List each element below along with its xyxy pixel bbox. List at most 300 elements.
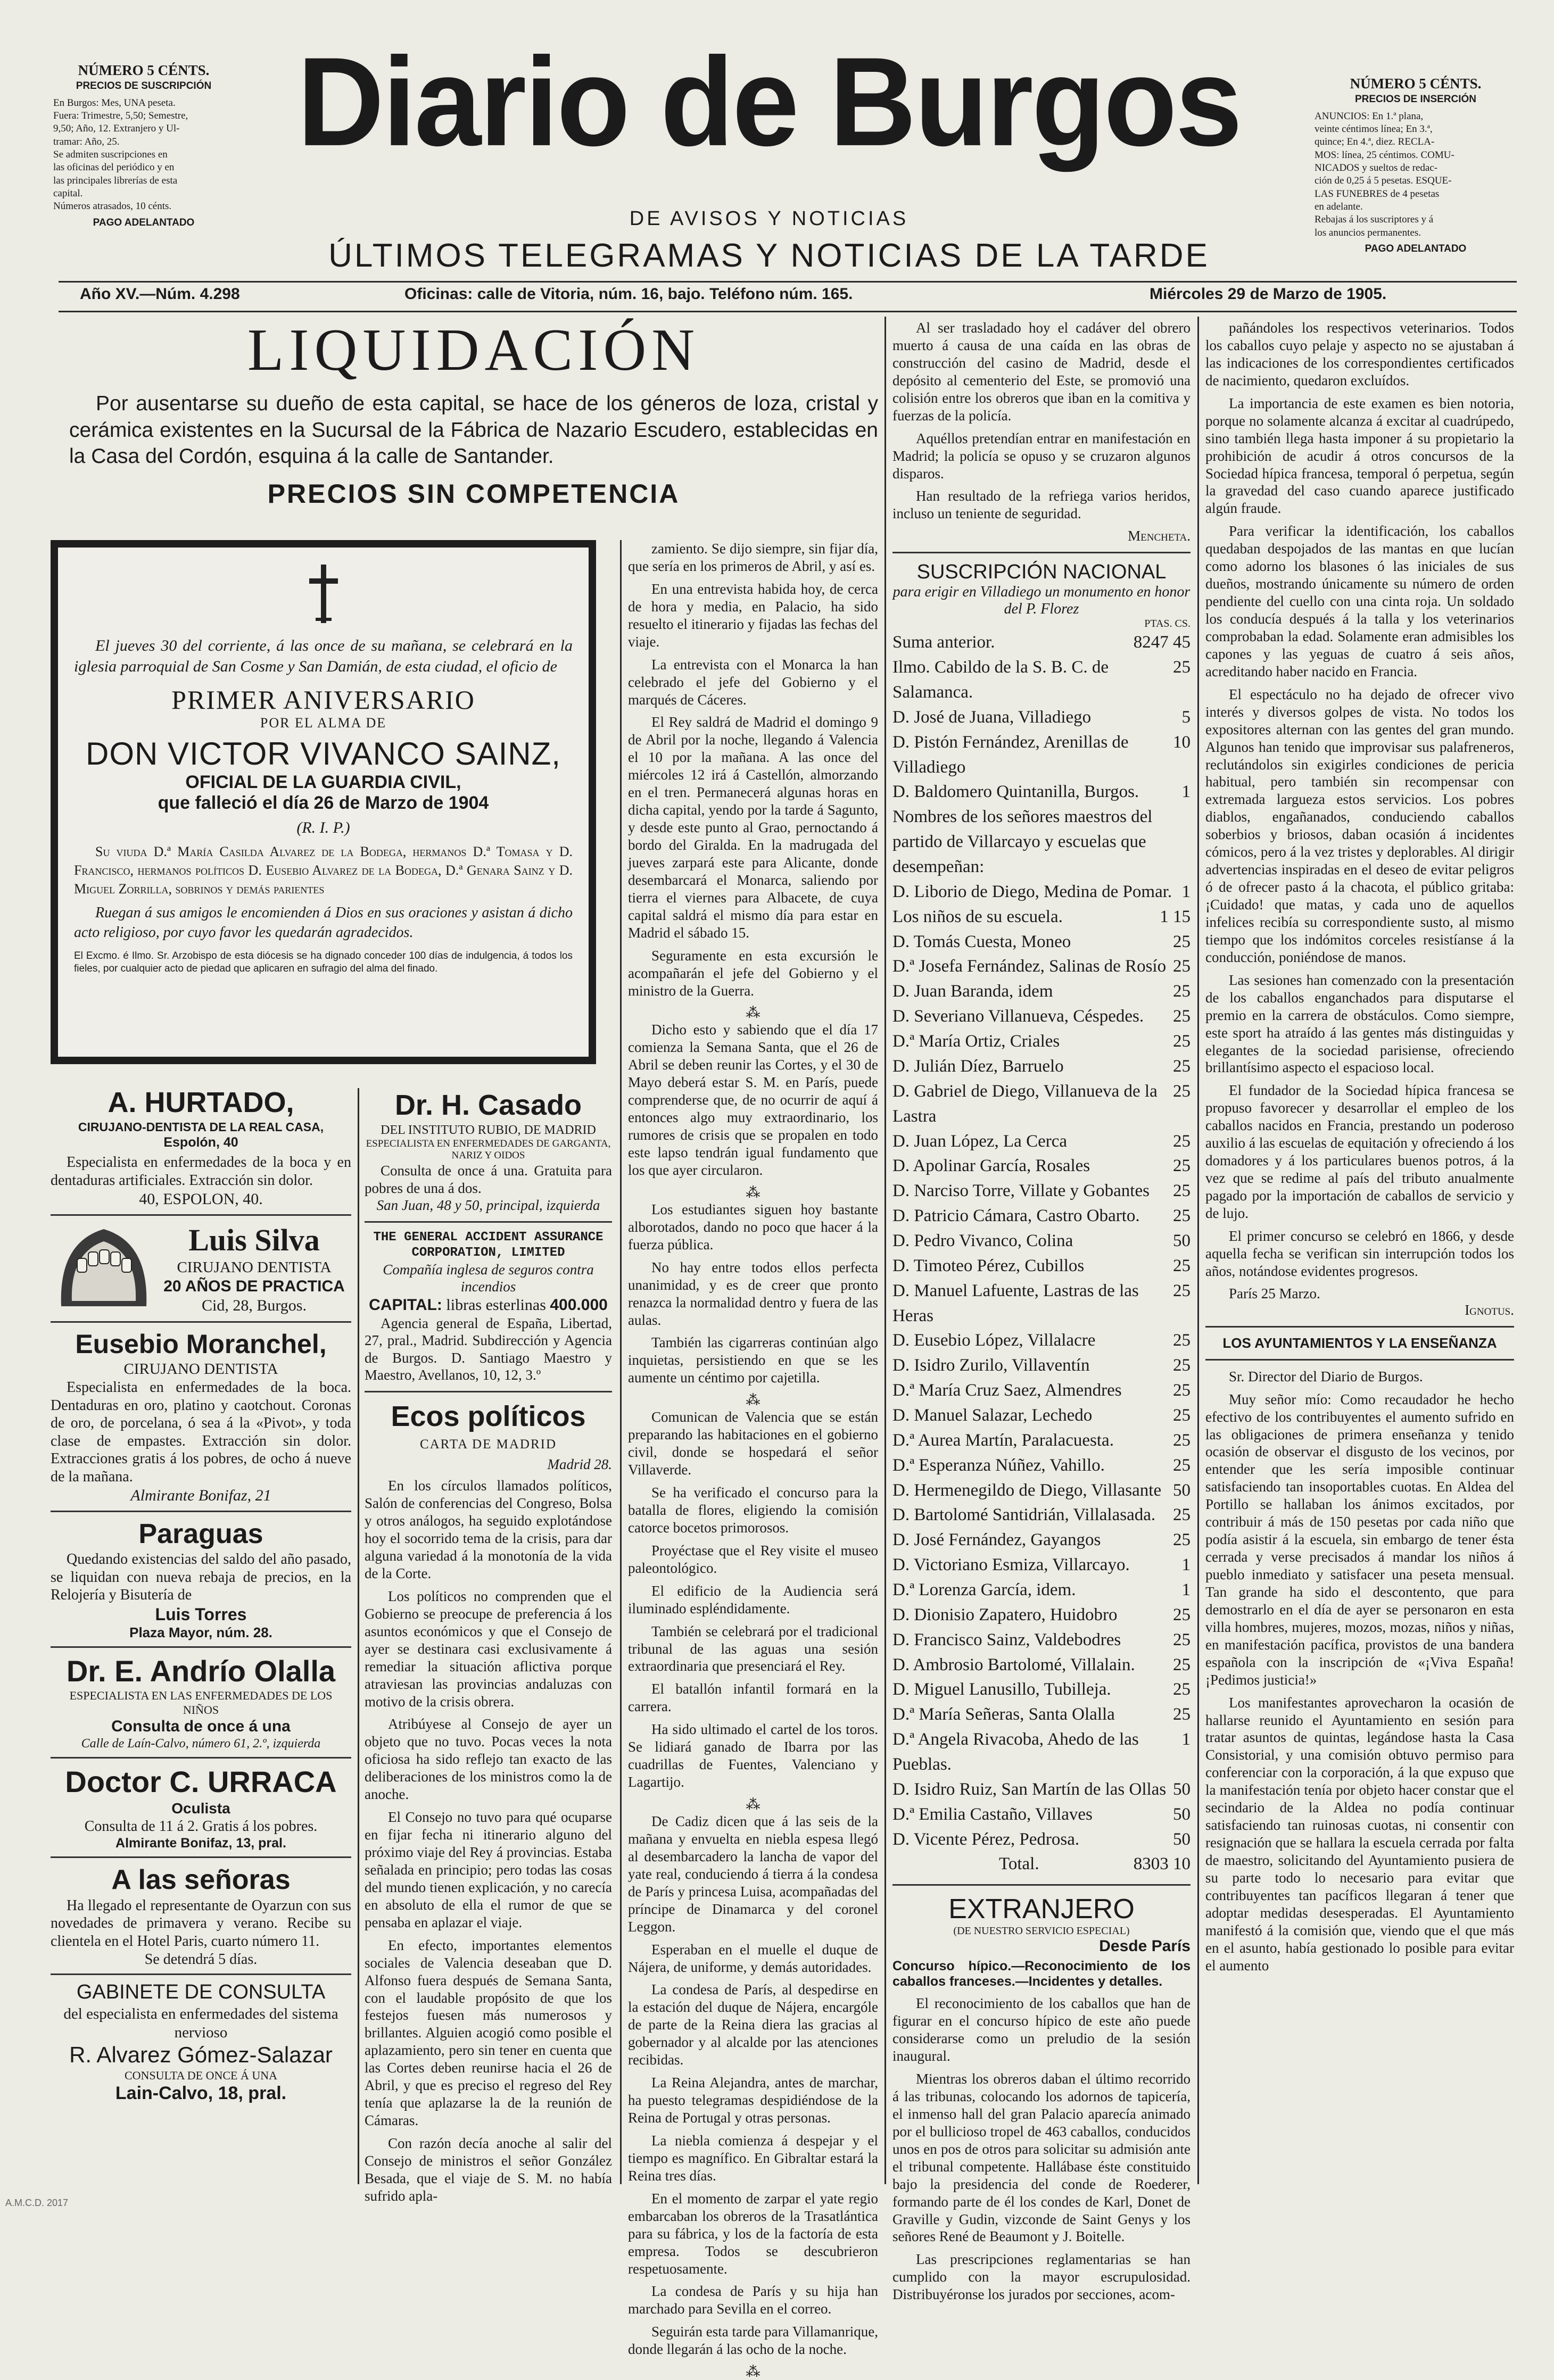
- ad-andrio: [51, 1653, 351, 1752]
- subs-total-label: Total.: [999, 1854, 1039, 1874]
- paris-paragraph: El fundador de la Sociedad hípica francesa se propuso favorecer y desarrollar el empleo de los caballos nacidos en Francia, prestando un poderoso auxilio á las escuelas de equitación y ofreciendo á los domadores y á los particulares buenos potros, á la vez que se redime al país del tributo anualmente pagado por la importación de caballos de servicio y de lujo.: [1205, 1082, 1514, 1221]
- ad-silva: [51, 1221, 351, 1316]
- subs-row-amount: 1: [1181, 782, 1191, 802]
- subs-row: [892, 805, 1191, 880]
- subs-row-name: Nombres de los señores maestros del partido de Villarcayo y escuelas que desempeñan:: [892, 807, 1153, 877]
- subs-row: [892, 1254, 1191, 1279]
- subs-row-name: D. Pistón Fernández, Arenillas de Villadiego: [892, 732, 1129, 777]
- ayunt-paragraph: Los manifestantes aprovecharon la ocasión de hallarse reunido el Ayuntamiento en sesión para tratar asuntos de quintas, legándose hasta la Casa Consistorial, y una comisión obtuvo permiso para conferenciar con la corporación, á la que expuso que la manifestación tenía por objeto hacer constar que el secindario de la Aldea no podía continuar satisfaciendo tan ruinosas cuotas, ni consentir con resignación que se hallara la escuela cerrada por falta de maestro, solicitando del Ayuntamiento pusiera de su parte todo lo necesario para evitar que contribuyentes tan pacíficos llegaran á tener que adoptar medidas desesperadas. El Ayuntamiento manifestó á la comisión que, viendo que el que más en el asunto, había gestionado lo posible para evitar el aumento: [1205, 1694, 1514, 1973]
- paris-dateline: París 25 Marzo.: [1229, 1285, 1320, 1301]
- madrid-paragraph: La Reina Alejandra, antes de marchar, ha puesto telegramas despidiéndose de la Reina de Portugal y otras personas.: [628, 2075, 878, 2126]
- subs-row-name: D. Bartolomé Santidrián, Villalasada.: [892, 1505, 1156, 1525]
- subs-row-amount: 1: [1181, 1730, 1191, 1749]
- subs-row-amount: 25: [1173, 1206, 1191, 1226]
- subs-row: [892, 1378, 1191, 1403]
- subs-row: [892, 979, 1191, 1004]
- subscription-table: [892, 630, 1191, 1852]
- header-rule-top: [59, 281, 1517, 283]
- paris-paragraph: pañándoles los respectivos veterinarios. Todos los caballos cuyo pelaje y aspecto no se ajustaban á las indicaciones de los correspondientes certificados de nacimiento, quedaron excluídos.: [1205, 320, 1514, 388]
- left-line: las principales librerías de esta: [53, 175, 178, 186]
- subs-row-amount: 50: [1173, 1829, 1191, 1849]
- madrid-paragraph: Proyéctase que el Rey visite el museo paleontológico.: [628, 1542, 878, 1576]
- paris-paragraph: El espectáculo no ha dejado de ofrecer vivo interés y diversos golpes de vista. No todos los expositores alternan con las gentes del gran mundo. Algunos han tenido que improvisar sus palafreneros, reclutándolos sin exigirles condiciones de pericia habitual, pero también sin recompensar con extremada largueza estos servicios. Los pobres diablos, engañanados, conduciendo caballos soberbios y briosos, daban ocasión á incidentes cómicos, pero á la vez tristes y deplorables. Al dirigir advertencias inspiradas en el deseo de evitar peligros ó de ofrecer pasto á la chacota, el público gritaba: ¡Cuidado! que matas, y cada uno de aquellos infelices recibía su correspondiente susto, al mismo tiempo que los indómitos corceles resistíanse á la conducción, poniéndose de manos.: [1205, 686, 1514, 965]
- subs-row-name: D. Vicente Pérez, Pedrosa.: [892, 1829, 1080, 1849]
- asterism-icon: ⁂: [746, 2364, 761, 2380]
- subs-row-name: D. Manuel Salazar, Lechedo: [892, 1405, 1093, 1425]
- moranchel-body: Especialista en enfermedades de la boca. Dentaduras en oro, platino y caotchout. Coronas de oro, de porcelana, ó sea á la «Pivot», y toda clase de empastes. Extracción sin dolor. Extracciones gratis á los pobres, de ocho á nueve de la mañana.: [51, 1379, 351, 1485]
- left-foot: PAGO ADELANTADO: [93, 217, 195, 228]
- subs-row-amount: 25: [1173, 1530, 1191, 1550]
- subs-row: [892, 1578, 1191, 1603]
- madrid-paragraph: Esperaban en el muelle el duque de Nájera, de uniforme, y demás autoridades.: [628, 1941, 878, 1975]
- subs-row: [892, 930, 1191, 955]
- silva-addr: Cid, 28, Burgos.: [202, 1297, 307, 1315]
- subs-row-amount: 50: [1173, 1804, 1191, 1824]
- madrid-paragraph: Seguirán esta tarde para Villamanrique, donde llegarán á las ocho de la noche.: [628, 2324, 878, 2358]
- subs-row: [892, 1154, 1191, 1179]
- tagline-telegramas: ÚLTIMOS TELEGRAMAS Y NOTICIAS DE LA TARDE: [328, 237, 1210, 274]
- subs-unit: PTAS. CS.: [1144, 618, 1191, 630]
- subs-row-amount: 25: [1173, 1430, 1191, 1450]
- subs-row: [892, 1777, 1191, 1802]
- gabinete-addr: Lain-Calvo, 18, pral.: [115, 2083, 287, 2104]
- subs-row-name: D. Tomás Cuesta, Moneo: [892, 932, 1071, 951]
- hurtado-foot: 40, ESPOLON, 40.: [139, 1190, 263, 1208]
- asterism-icon: ⁂: [746, 1796, 761, 1812]
- right-price-title: PRECIOS DE INSERCIÓN: [1354, 93, 1477, 105]
- ayunt-paragraph: Sr. Director del Diario de Burgos.: [1229, 1368, 1423, 1384]
- obituary-note: El Excmo. é Ilmo. Sr. Arzobispo de esta diócesis se ha dignado conceder 100 días de indulgencia, á todos los fieles, por cualquier acto de piedad que aplicaren en sufragio del alma del finado.: [74, 950, 573, 974]
- hurtado-sub: CIRUJANO-DENTISTA DE LA REAL CASA,: [78, 1119, 324, 1134]
- ecos-paragraph: Con razón decía anoche al salir del Consejo de ministros el señor González Besada, que el viaje de S. M. no había sufrido apla-: [365, 2135, 612, 2204]
- subs-row-amount: 25: [1173, 1056, 1191, 1076]
- col4-paragraph: Aquéllos pretendían entrar en manifestación en Madrid; la policía se opuso y se cruzaron algunos disparos.: [892, 430, 1191, 482]
- subs-row-amount: 25: [1173, 1032, 1191, 1051]
- ecos-sub: CARTA DE MADRID: [419, 1437, 557, 1452]
- andrio-sub: ESPECIALISTA EN LAS ENFERMEDADES DE LOS NIÑOS: [69, 1689, 333, 1716]
- ad-hurtado: [51, 1085, 351, 1209]
- liquidacion-title: LIQUIDACIÓN: [247, 317, 700, 383]
- madrid-paragraph: Dicho esto y sabiendo que el día 17 comienza la Semana Santa, que el 26 de Abril se deben reunir las Cortes, y el 30 de Mayo deberá estar S. M. en París, puede comprenderse que, de no ocurrir de aquí á entonces algo muy extraordinario, los rumores de crisis que se propalen en todo este lapso tendrán igual fundamento que los que ayer circularon.: [628, 1022, 878, 1178]
- subs-row-name: D. Apolinar García, Rosales: [892, 1156, 1090, 1176]
- subs-row: [892, 655, 1191, 705]
- casado-addr: San Juan, 48 y 50, principal, izquierda: [376, 1197, 600, 1213]
- right-line: los anuncios permanentes.: [1315, 227, 1421, 238]
- masthead: Diario de Burgos: [297, 30, 1241, 172]
- subs-row-amount: 8247 45: [1133, 633, 1191, 652]
- hurtado-name: A. HURTADO,: [108, 1087, 294, 1118]
- madrid-paragraph: zamiento. Se dijo siempre, sin fijar día, que sería en los primeros de Abril, y así es.: [628, 541, 878, 574]
- subs-row-name: D.ª Josefa Fernández, Salinas de Rosío: [892, 957, 1167, 976]
- asterism-icon: ⁂: [746, 1392, 761, 1408]
- subs-row: [892, 1628, 1191, 1653]
- urraca-body: Consulta de 11 á 2. Gratis á los pobres.: [84, 1818, 318, 1835]
- madrid-paragraph: Se ha verificado el concurso para la batalla de flores, eligiendo la comisión catorce bocetos primorosos.: [628, 1485, 878, 1536]
- moranchel-sub: CIRUJANO DENTISTA: [123, 1361, 278, 1378]
- subs-row-name: D.ª María Ortiz, Criales: [892, 1032, 1060, 1051]
- office-line: Oficinas: calle de Vitoria, núm. 16, bajo. Teléfono núm. 165.: [404, 285, 853, 303]
- madrid-paragraph: También se celebrará por el tradicional tribunal de las aguas una sesión extraordinaria que presenciará el Rey.: [628, 1623, 878, 1674]
- senoras-name: A las señoras: [111, 1864, 291, 1896]
- subs-row: [892, 954, 1191, 979]
- extranjero-sub: (DE NUESTRO SERVICIO ESPECIAL): [953, 1925, 1130, 1937]
- subs-total-row: [892, 1852, 1191, 1877]
- subs-row-name: D. Hermenegildo de Diego, Villasante: [892, 1480, 1162, 1500]
- ad-gabinete: [51, 1980, 351, 2104]
- subs-row-name: D. Gabriel de Diego, Villanueva de la Lastra: [892, 1081, 1158, 1126]
- madrid-paragraph: No hay entre todos ellos perfecta unanimidad, y es de creer que pronto renazca la normalidad dentro y fuera de las aulas.: [628, 1259, 878, 1328]
- madrid-paragraph: En el momento de zarpar el yate regio embarcaban los obreros de la Trasatlántica para su fábrica, y los de la factoría de esta empresa. Todos se descubrieron respetuosamente.: [628, 2190, 878, 2277]
- subs-row-name: D. José Fernández, Gayangos: [892, 1530, 1101, 1550]
- accident-capital-label: CAPITAL:: [369, 1296, 442, 1314]
- subs-row-name: D.ª Lorenza García, idem.: [892, 1580, 1076, 1599]
- andrio-name: Dr. E. Andrío Olalla: [66, 1654, 336, 1688]
- subs-row-name: D. Eusebio López, Villalacre: [892, 1331, 1096, 1350]
- madrid-paragraph: Comunican de Valencia que se están preparando las habitaciones en el gobierno civil, donde se hospedará el señor Villaverde.: [628, 1409, 878, 1478]
- right-line: ción de 0,25 á 5 pesetas. ESQUE-: [1315, 175, 1452, 187]
- subs-row-amount: 25: [1173, 1655, 1191, 1674]
- extranjero-title: EXTRANJERO: [948, 1894, 1135, 1925]
- madrid-paragraph: Los estudiantes siguen hoy bastante alborotados, dando no poco que hacer á la fuerza pública.: [628, 1201, 878, 1253]
- ad-senoras: [51, 1863, 351, 1968]
- gabinete-sub: del especialista en enfermedades del sistema nervioso: [63, 2005, 338, 2041]
- ayunt-paragraph: Muy señor mío: Como recaudador he hecho efectivo de los contribuyentes el aumento sufrido en las obligaciones de primera enseñanza y tenido ocasión de observar el disgusto de los vecinos, por entender que les sería imposible continuar satisfaciendo tan insoportables cuotas. En Aldea del Portillo se hallaban los ánimos excitados, por contribuir á más de 150 pesetas por cada niño que podía asistir á la escuela, sin embargo de tener ésta cerrada y verse precisados á mandar los niños á pueblo inmediato y satisfacer una peseta mensual. Tan grande ha sido el descontento, que para demostrarlo en el día de ayer se personaron en esta villa hombres, mujeres, mozos, mozas, niños y niñas, en manifestación pacífica, provistos de una bandera española con la inscripción de «¡Viva España! ¡Pedimos justicia!»: [1205, 1391, 1514, 1688]
- obituary-rip: (R. I. P.): [296, 819, 350, 836]
- subs-row-amount: 25: [1173, 982, 1191, 1001]
- cross-icon: [74, 565, 573, 626]
- subs-row-amount: 25: [1173, 1256, 1191, 1275]
- issue-number: Año XV.—Núm. 4.298: [80, 285, 240, 303]
- subs-row: [892, 1328, 1191, 1353]
- silva-sub: CIRUJANO DENTISTA: [177, 1259, 332, 1276]
- madrid-paragraph: La niebla comienza á despejar y el tiempo es magnífico. En Gibraltar estará la Reina tres días.: [628, 2132, 878, 2184]
- senoras-foot: Se detendrá 5 días.: [144, 1951, 258, 1968]
- urraca-addr: Almirante Bonifaz, 13, pral.: [115, 1836, 286, 1851]
- ad-moranchel: [51, 1328, 351, 1505]
- paris-paragraph: La importancia de este examen es bien notoria, porque no solamente alcanza á excitar al cuadrúpedo, sino también llega hasta imponer á su propietario la prohibición de acudir á otros concursos de la Sociedad hípica francesa, temporal ó perpetua, según la gravedad del caso cuando aparece justificado algún fraude.: [1205, 395, 1514, 517]
- subscription-box: [53, 61, 234, 229]
- subs-row-amount: 25: [1173, 1680, 1191, 1699]
- obituary-name: DON VICTOR VIVANCO SAINZ,: [86, 736, 561, 772]
- subs-row-name: D. Baldomero Quintanilla, Burgos.: [892, 782, 1139, 802]
- left-line: las oficinas del periódico y en: [53, 162, 175, 173]
- subs-row: [892, 1603, 1191, 1628]
- subs-row: [892, 705, 1191, 730]
- urraca-name: Doctor C. URRACA: [65, 1765, 337, 1799]
- subs-row: [892, 1677, 1191, 1702]
- asterism-icon: ⁂: [746, 1184, 761, 1200]
- subs-row: [892, 1802, 1191, 1827]
- left-line: capital.: [53, 188, 83, 200]
- subs-row-name: D. Miguel Lanusillo, Tubilleja.: [892, 1680, 1111, 1699]
- subs-row: [892, 1827, 1191, 1852]
- madrid-paragraph: El batallón infantil formará en la carrera.: [628, 1681, 878, 1715]
- subs-row: [892, 1428, 1191, 1453]
- subs-row-name: D. Victoriano Esmiza, Villarcayo.: [892, 1555, 1130, 1575]
- paris-paragraph: Las sesiones han comenzado con la presentación de los caballos enganchados para disputarse el premio en la carrera de obstáculos. Como siempre, este sport ha atraído á las gentes más distinguidas y elegantes de la sociedad parisiense, ofreciendo brillantísimo aspecto el espacioso local.: [1205, 972, 1514, 1076]
- subs-row-amount: 25: [1173, 932, 1191, 951]
- accident-sub: Compañía inglesa de seguros contra incendios: [383, 1261, 594, 1295]
- subs-row-name: D. José de Juana, Villadiego: [892, 707, 1092, 727]
- subs-row-amount: 5: [1181, 707, 1191, 727]
- insertion-box: [1315, 74, 1517, 255]
- subs-row-name: Ilmo. Cabildo de la S. B. C. de Salamanca.: [892, 658, 1109, 702]
- subs-row: [892, 630, 1191, 655]
- subs-row-name: D.ª Emilia Castaño, Villaves: [892, 1804, 1093, 1824]
- subs-row-amount: 25: [1173, 1156, 1191, 1176]
- right-price: NÚMERO 5 CÉNTS.: [1350, 76, 1482, 92]
- subs-row-amount: 1: [1181, 882, 1191, 901]
- extranjero-paragraph: Las prescripciones reglamentarias se han cumplido con la mayor escrupulosidad. Distribuyéronse los jurados por secciones, acom-: [892, 2251, 1191, 2303]
- right-line: ANUNCIOS: En 1.ª plana,: [1315, 110, 1424, 122]
- madrid-paragraph: Seguramente en esta excursión le acompañarán el jefe del Gobierno y el ministro de la Guerra.: [628, 947, 878, 999]
- left-line: Se admiten suscripciones en: [53, 149, 168, 161]
- subs-row-name: D. Liborio de Diego, Medina de Pomar.: [892, 882, 1172, 901]
- col4-paragraph: Al ser trasladado hoy el cadáver del obrero muerto á causa de una caída en las obras de construcción del casino de Madrid, desde el depósito al cementerio del Este, se promovió una colisión entre los obreros que iban en la comitiva y fuerzas de la policía.: [892, 320, 1191, 424]
- madrid-paragraph: El Rey saldrá de Madrid el domingo 9 de Abril por la noche, llegando á Valencia el 10 por la mañana. A las once del miércoles 12 irá á Castellón, almorzando en el tren. Permanecerá algunas horas en dicha capital, yendo por la tarde á Sagunto, y desde este punto al Grao, pernoctando á bordo del Giralda. En la madrugada del jueves zarpará este para Alicante, donde desembarcará el Monarca, saliendo por tierra el viernes para Albacete, de cuya capital saldrá el mismo día para estar en Madrid el sábado 15.: [628, 714, 878, 941]
- madrid-paragraph: En una entrevista habida hoy, de cerca de hora y media, en Palacio, ha sido resuelto el itinerario y fijadas las fechas del viaje.: [628, 581, 878, 650]
- subs-row-name: D. Isidro Ruiz, San Martín de las Ollas: [892, 1779, 1167, 1799]
- subs-row-amount: 25: [1173, 1455, 1191, 1475]
- subs-row: [892, 1528, 1191, 1553]
- dental-denture-icon: [51, 1221, 157, 1316]
- hurtado-body: Especialista en enfermedades de la boca y en dentaduras artificiales. Extracción sin dolor.: [51, 1154, 351, 1189]
- obituary-ruegan: Ruegan á sus amigos le encomienden á Dios en sus oraciones y asistan á dicho acto religioso, por cuyo favor les quedarán agradecidos.: [74, 905, 573, 941]
- left-price-title: PRECIOS DE SUSCRIPCIÓN: [76, 80, 212, 92]
- casado-body: Consulta de once á una. Gratuita para pobres de una á dos.: [365, 1163, 612, 1196]
- column-rule: [620, 540, 622, 2184]
- paraguas-who: Luis Torres: [155, 1604, 247, 1624]
- subs-row-name: D.ª María Cruz Saez, Almendres: [892, 1381, 1122, 1400]
- ads-left-column: [51, 1085, 351, 2104]
- left-line: En Burgos: Mes, UNA peseta.: [53, 97, 176, 109]
- subs-row: [892, 1727, 1191, 1777]
- senoras-body: Ha llegado el representante de Oyarzun con sus novedades de primavera y verano. Recibe su clientela en el Hotel Paris, cuarto número 11.: [51, 1897, 351, 1950]
- column-rule: [1197, 317, 1199, 2184]
- right-foot: PAGO ADELANTADO: [1365, 243, 1467, 254]
- left-line: 9,50; Año, 12. Extranjero y Ul-: [53, 123, 180, 135]
- subs-row-name: D. Juan Baranda, idem: [892, 982, 1053, 1001]
- subs-row: [892, 905, 1191, 930]
- subs-row-name: D.ª Esperanza Núñez, Vahillo.: [892, 1455, 1105, 1475]
- paraguas-name: Paraguas: [138, 1518, 263, 1549]
- liquidacion-notice: [69, 319, 878, 509]
- subs-row-amount: 25: [1173, 1131, 1191, 1151]
- hurtado-addr: Espolón, 40: [163, 1135, 238, 1150]
- subs-row: [892, 1129, 1191, 1154]
- moranchel-addr: Almirante Bonifaz, 21: [130, 1486, 271, 1504]
- subs-row: [892, 1353, 1191, 1378]
- subs-row-name: D.ª María Señeras, Santa Olalla: [892, 1705, 1115, 1724]
- liquidacion-body: Por ausentarse su dueño de esta capital, se hace de los géneros de loza, cristal y cerámica existentes en la Sucursal de la Fábrica de Nazario Escudero, establecidas en la Casa del Cordón, esquina á la calle de Santander.: [69, 392, 878, 468]
- subs-row-amount: [1185, 805, 1191, 880]
- subs-row: [892, 1279, 1191, 1329]
- subs-row-name: D.ª Aurea Martín, Paralacuesta.: [892, 1430, 1114, 1450]
- subs-row: [892, 779, 1191, 805]
- paraguas-addr: Plaza Mayor, núm. 28.: [129, 1624, 272, 1641]
- extranjero-head: Concurso hípico.—Reconocimiento de los caballos franceses.—Incidentes y detalles.: [892, 1959, 1191, 1989]
- moranchel-name: Eusebio Moranchel,: [75, 1329, 327, 1359]
- andrio-hours: Consulta de once á una: [111, 1718, 291, 1736]
- subs-row-name: D. Ambrosio Bartolomé, Villalain.: [892, 1655, 1135, 1674]
- subs-sub: para erigir en Villadiego un monumento en honor del P. Florez: [892, 584, 1191, 618]
- subs-row-amount: 25: [1173, 1605, 1191, 1624]
- right-line: MOS: línea, 25 céntimos. COMU-: [1315, 149, 1454, 161]
- subs-row-name: D. Timoteo Pérez, Cubillos: [892, 1256, 1085, 1275]
- ecos-paragraph: Los políticos no comprenden que el Gobierno se preocupe de preferencia á los asuntos económicos y que el Consejo de ayer se destinara casi exclusivamente á remediar la situación aflictiva porque atraviesan las provincias andaluzas con motivo de la crisis obrera.: [365, 1588, 612, 1710]
- gabinete-who: R. Alvarez Gómez-Salazar: [69, 2042, 333, 2068]
- subs-row-amount: 10: [1173, 732, 1191, 752]
- column-paris: [1205, 319, 1514, 1980]
- right-line: Rebajas á los suscriptores y á: [1315, 214, 1434, 226]
- subs-row-amount: 25: [1173, 1081, 1191, 1101]
- madrid-paragraph: También las cigarreras continúan algo inquietas, persistiendo en que se les aumente un céntimo por cajetilla.: [628, 1334, 878, 1386]
- subs-row-amount: 1: [1181, 1580, 1191, 1599]
- right-line: LAS FUNEBRES de 4 pesetas: [1315, 188, 1440, 200]
- obituary-rank: OFICIAL DE LA GUARDIA CIVIL,: [185, 772, 461, 792]
- obituary-por: POR EL ALMA DE: [260, 715, 387, 731]
- subs-row-amount: 50: [1173, 1779, 1191, 1799]
- subs-row: [892, 880, 1191, 905]
- subs-row-amount: 1: [1181, 1555, 1191, 1575]
- subs-row: [892, 1029, 1191, 1054]
- casado-sub: DEL INSTITUTO RUBIO, DE MADRID: [381, 1123, 596, 1137]
- obituary-notice: [51, 540, 596, 1064]
- subs-row: [892, 1478, 1191, 1503]
- accident-capital-text: libras esterlinas: [446, 1296, 546, 1314]
- right-line: NICADOS y sueltos de redac-: [1315, 162, 1438, 174]
- subs-row-name: D. Severiano Villanueva, Céspedes.: [892, 1007, 1144, 1026]
- urraca-sub: Oculista: [171, 1800, 230, 1817]
- subs-row: [892, 1079, 1191, 1129]
- column-rule: [358, 1088, 359, 2184]
- subs-row: [892, 1179, 1191, 1204]
- subs-row-name: D. Isidro Zurilo, Villaventín: [892, 1356, 1090, 1375]
- extranjero-paragraph: El reconocimiento de los caballos que han de figurar en el concurso hípico de este año puede considerarse como un preludio de la sesión inaugural.: [892, 1995, 1191, 2064]
- subs-row-amount: 25: [1173, 957, 1191, 976]
- subs-row: [892, 1653, 1191, 1678]
- issue-date: Miércoles 29 de Marzo de 1905.: [1150, 285, 1387, 303]
- column-ecos: [365, 1088, 612, 2210]
- column-rule: [885, 317, 886, 2184]
- subs-row-amount: 25: [1173, 1356, 1191, 1375]
- archive-stamp: A.M.C.D. 2017: [5, 2197, 69, 2208]
- ad-paraguas: [51, 1517, 351, 1641]
- subs-row-name: D. Pedro Vivanco, Colina: [892, 1231, 1073, 1250]
- ayunt-title: LOS AYUNTAMIENTOS Y LA ENSEÑANZA: [1222, 1334, 1497, 1351]
- casado-spec: ESPECIALISTA EN ENFERMEDADES DE GARGANTA, NARIZ Y OIDOS: [366, 1138, 611, 1162]
- column-suscripcion: [892, 319, 1191, 2309]
- ecos-dateline: Madrid 28.: [547, 1456, 612, 1473]
- subs-row-amount: 50: [1173, 1231, 1191, 1250]
- right-line: en adelante.: [1315, 201, 1363, 213]
- subs-row: [892, 1702, 1191, 1727]
- madrid-paragraph: La entrevista con el Monarca la han celebrado el jefe del Gobierno y el marqués de Cáceres.: [628, 656, 878, 708]
- subs-row-name: D. Dionisio Zapatero, Huidobro: [892, 1605, 1118, 1624]
- subs-row-amount: 25: [1173, 1281, 1191, 1300]
- extranjero-paragraph: Mientras los obreros daban el último recorrido á las tribunas, colocando los adornos de tapicería, el inmenso hall del gran Palacio aparecía animado por el bullicioso tropel de 463 caballos, conducidos unos en pos de otros para solicitar su admisión ante el tribunal competente. Hallábase éste constituido bajo la presidencia del conde de Roederer, formando parte de él los condes de Karl, Donet de Graville y Gudin, vizconde de Saint Genys y los señores René de Beaumont y J. Boitelle.: [892, 2071, 1191, 2245]
- paris-paragraph: Para verificar la identificación, los caballos quedaban despojados de las mantas en que lucían como adorno los blasones ó las iniciales de sus dueños, mostrando únicamente su número de orden pendiente del cuello con una cinta roja. Un soldado los conducía después á la talla y los veterinarios comprobaban la edad. Solamente eran admisibles los capones y las yeguas de cuatro á seis años, acreditando haber nacido en Francia.: [1205, 523, 1514, 679]
- subs-row-name: D. Juan López, La Cerca: [892, 1131, 1068, 1151]
- subs-row-name: Suma anterior.: [892, 633, 995, 652]
- madrid-paragraph: Ha sido ultimado el cartel de los toros. Se lidiará ganado de Ibarra por las cuadrillas de Fuentes, Valenciano y Lagartijo.: [628, 1721, 878, 1790]
- subs-row-amount: 25: [1173, 1630, 1191, 1649]
- madrid-paragraph: De Cadiz dicen que á las seis de la mañana y envuelta en niebla espesa llegó al desembarcadero la lancha de vapor del yate real, conduciendo á tierra á la condesa de París y princesa Luisa, acompañadas del príncipe de Dinamarca y del coronel Leggon.: [628, 1813, 878, 1935]
- subs-row-amount: 25: [1173, 1181, 1191, 1201]
- subs-row-name: D. Patricio Cámara, Castro Obarto.: [892, 1206, 1140, 1226]
- ad-casado: [365, 1088, 612, 1214]
- subs-row-amount: 25: [1173, 1007, 1191, 1026]
- subs-row-amount: 50: [1173, 1480, 1191, 1500]
- header-rule-bottom: [59, 311, 1517, 312]
- obituary-title: PRIMER ANIVERSARIO: [171, 685, 475, 715]
- subs-row-amount: 25: [1173, 1331, 1191, 1350]
- left-line: tramar: Año, 25.: [53, 136, 120, 147]
- madrid-paragraph: La condesa de París y su hija han marchado para Sevilla en el correo.: [628, 2283, 878, 2317]
- paraguas-body: Quedando existencias del saldo del año pasado, se liquidan con nueva rebaja de precios, en la Relojería y Bisutería de: [51, 1550, 351, 1604]
- accident-name: THE GENERAL ACCIDENT ASSURANCE CORPORATION, LIMITED: [373, 1230, 604, 1261]
- subs-row-amount: 1 15: [1160, 907, 1191, 926]
- subs-row-name: D. Francisco Sainz, Valdebodres: [892, 1630, 1121, 1649]
- subs-row-amount: 25: [1173, 658, 1191, 677]
- left-line: Números atrasados, 10 cénts.: [53, 201, 172, 212]
- liquidacion-tagline: PRECIOS SIN COMPETENCIA: [267, 479, 680, 509]
- subs-row-name: Los niños de su escuela.: [892, 907, 1063, 926]
- subs-row: [892, 730, 1191, 780]
- subs-row-amount: 25: [1173, 1705, 1191, 1724]
- subs-row: [892, 1403, 1191, 1428]
- gabinete-name: GABINETE DE CONSULTA: [76, 1981, 326, 2004]
- gabinete-hours: CONSULTA DE ONCE Á UNA: [124, 2068, 278, 2082]
- madrid-paragraph: El edificio de la Audiencia será iluminado espléndidamente.: [628, 1582, 878, 1616]
- subs-row-name: D. Narciso Torre, Villate y Gobantes: [892, 1181, 1150, 1201]
- ad-accident: [365, 1230, 612, 1383]
- subs-row: [892, 1204, 1191, 1229]
- ecos-paragraph: El Consejo no tuvo para qué ocuparse en fijar fecha ni itinerario alguno del próximo viaje del Rey á provincias. Estaba señalada en principio; pero todas las cosas del mundo tienen explicación, y no carecía en absoluto de ella el rumor de que se pensaba en aplazar el viaje.: [365, 1809, 612, 1930]
- madrid-paragraph: La condesa de París, al despedirse en la estación del duque de Nájera, encargóle de parte de la Reina diera las gracias al gobernador y al alcalde por las atenciones recibidas.: [628, 1981, 878, 2068]
- subs-row-amount: 25: [1173, 1505, 1191, 1525]
- subs-title: SUSCRIPCIÓN NACIONAL: [916, 561, 1167, 584]
- casado-name: Dr. H. Casado: [394, 1089, 582, 1121]
- asterism-icon: ⁂: [746, 1005, 761, 1021]
- subs-row: [892, 1004, 1191, 1029]
- subs-row-name: D. Julián Díez, Barruelo: [892, 1056, 1064, 1076]
- silva-name: Luis Silva: [188, 1222, 320, 1257]
- ecos-title: Ecos políticos: [391, 1400, 586, 1433]
- subs-row: [892, 1503, 1191, 1528]
- ad-urraca: [51, 1764, 351, 1851]
- subs-row: [892, 1229, 1191, 1254]
- subs-row-amount: 25: [1173, 1405, 1191, 1425]
- subs-row: [892, 1553, 1191, 1578]
- subs-row-name: D.ª Angela Rivacoba, Ahedo de las Pueblas.: [892, 1730, 1139, 1774]
- col4-sign: Mencheta.: [1128, 528, 1191, 544]
- subs-row-amount: 25: [1173, 1381, 1191, 1400]
- ecos-paragraph: En efecto, importantes elementos sociales de Valencia deseaban que D. Alfonso fuera después de Semana Santa, con el laudable propósito de que los festejos fuesen más numerosos y brillantes. Alguien acogió como posible el aplazamiento, pero sin tener en cuenta que las Cortes deben reunirse hacia el 26 de Abril, y que es preciso el regreso del Rey tenía que aplazarse la de la reunión de Cámaras.: [365, 1937, 612, 2129]
- left-price: NÚMERO 5 CÉNTS.: [78, 62, 210, 78]
- extranjero-from: Desde París: [1099, 1937, 1191, 1955]
- silva-years: 20 AÑOS DE PRACTICA: [163, 1278, 345, 1296]
- subs-row: [892, 1054, 1191, 1079]
- right-line: veinte céntimos línea; En 3.ª,: [1315, 123, 1433, 135]
- obituary-family: Su viuda D.ª María Casilda Alvarez de la Bodega, hermanos D.ª Tomasa y D. Francisco, hermanos políticos D. Eusebio Alvarez de la Bodega, D.ª Genara Sainz y D. Miguel Zorrilla, sobrinos y demás parientes: [74, 844, 573, 897]
- andrio-addr: Calle de Laín-Calvo, número 61, 2.º, izquierda: [81, 1737, 321, 1751]
- subs-row-name: D. Manuel Lafuente, Lastras de las Heras: [892, 1281, 1139, 1325]
- subs-total-value: 8303 10: [1133, 1854, 1191, 1874]
- accident-capital-value: 400.000: [550, 1296, 608, 1314]
- subs-row: [892, 1453, 1191, 1478]
- column-madrid: [628, 540, 878, 2380]
